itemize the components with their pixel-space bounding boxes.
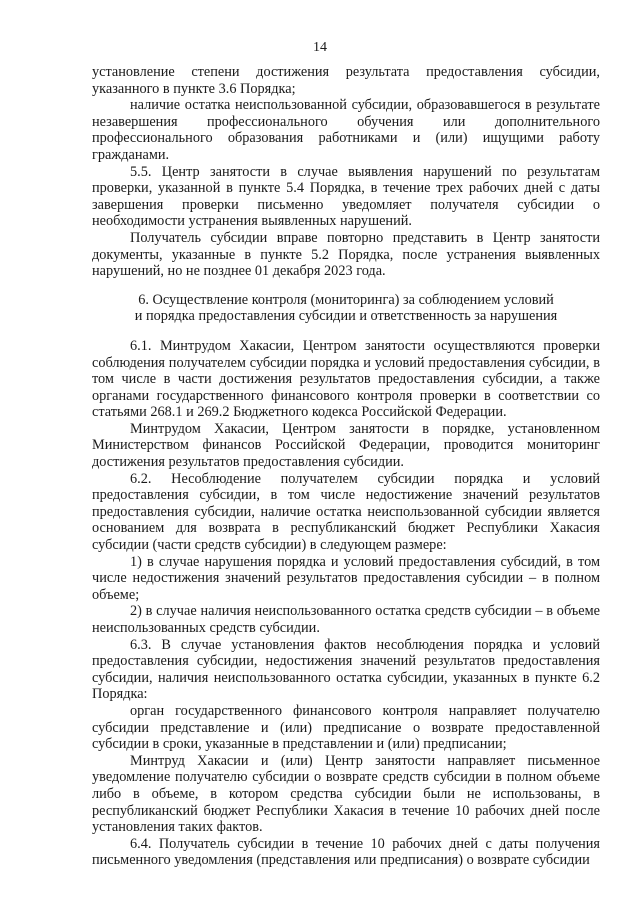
paragraph-6-3: 6.3. В случае установления фактов несоблюдения порядка и условий предоставления субсидии, недостижения значений результатов предоставления субсидии, наличия неиспользованного остатка субсидии, указанных в пункте 6.2 Порядка: xyxy=(92,636,600,703)
paragraph: Минтрудом Хакасии, Центром занятости в порядке, установленном Министерством финансов Российской Федерации, проводится мониторинг достижения результатов предоставления субсидии. xyxy=(92,420,600,471)
paragraph-6-4: 6.4. Получатель субсидии в течение 10 рабочих дней с даты получения письменного уведомления (представления или предписания) о возврате субсидии xyxy=(92,835,600,869)
section-heading-line: и порядка предоставления субсидии и ответственность за нарушения xyxy=(134,308,558,325)
section-heading xyxy=(92,292,600,325)
paragraph-continuation: установление степени достижения результата предоставления субсидии, указанного в пункте 3.6 Порядка; xyxy=(92,64,600,97)
paragraph: Минтруд Хакасии и (или) Центр занятости направляет письменное уведомление получателю субсидии о возврате средств субсидии в полном объеме либо в объеме, в котором средства субсидии были не использованы, в республиканский бюджет Республики Хакасия в течение 10 рабочих дней после установления таких фактов. xyxy=(92,752,600,836)
paragraph: Получатель субсидии вправе повторно представить в Центр занятости документы, указанные в пункте 5.2 Порядка, после устранения выявленных нарушений, но не позднее 01 декабря 2023 года. xyxy=(92,229,600,280)
list-item: 2) в случае наличия неиспользованного остатка средств субсидии – в объеме неиспользованных средств субсидии. xyxy=(92,603,600,636)
paragraph: наличие остатка неиспользованной субсидии, образовавшегося в результате незавершения профессионального обучения или дополнительного профессионального образования работниками и (или) ищущими работу гражданами. xyxy=(92,97,600,163)
document-body xyxy=(92,64,600,869)
page-number: 14 xyxy=(313,40,327,55)
paragraph: орган государственного финансового контроля направляет получателю субсидии представление и (или) предписание о возврате предоставленной субсидии в сроки, указанные в представлении и (или) предписании; xyxy=(92,702,600,753)
paragraph-5-5: 5.5. Центр занятости в случае выявления нарушений по результатам проверки, указанной в пункте 5.4 Порядка, в течение трех рабочих дней с даты завершения проверки письменно уведомляет получателя субсидии о необходимости устранения выявленных нарушений. xyxy=(92,163,600,230)
paragraph-6-2: 6.2. Несоблюдение получателем субсидии порядка и условий предоставления субсидии, в том числе недостижение значений результатов предоставления субсидии, наличие остатка неиспользованной субсидии является основанием для возврата в республиканский бюджет Республики Хакасия субсидии (части средств субсидии) в следующем размере: xyxy=(92,470,600,554)
paragraph-6-1: 6.1. Минтрудом Хакасии, Центром занятости осуществляются проверки соблюдения получателем субсидии порядка и условий предоставления субсидии, в том числе в части достижения результатов предоставления субсидии, а также органами государственного финансового контроля проверки в соответствии со статьями 268.1 и 269.2 Бюджетного кодекса Российской Федерации. xyxy=(92,337,600,421)
section-heading-line: 6. Осуществление контроля (мониторинга) за соблюдением условий xyxy=(138,291,554,308)
list-item: 1) в случае нарушения порядка и условий предоставления субсидий, в том числе недостижения значений результатов предоставления субсидии – в полном объеме; xyxy=(92,553,600,603)
